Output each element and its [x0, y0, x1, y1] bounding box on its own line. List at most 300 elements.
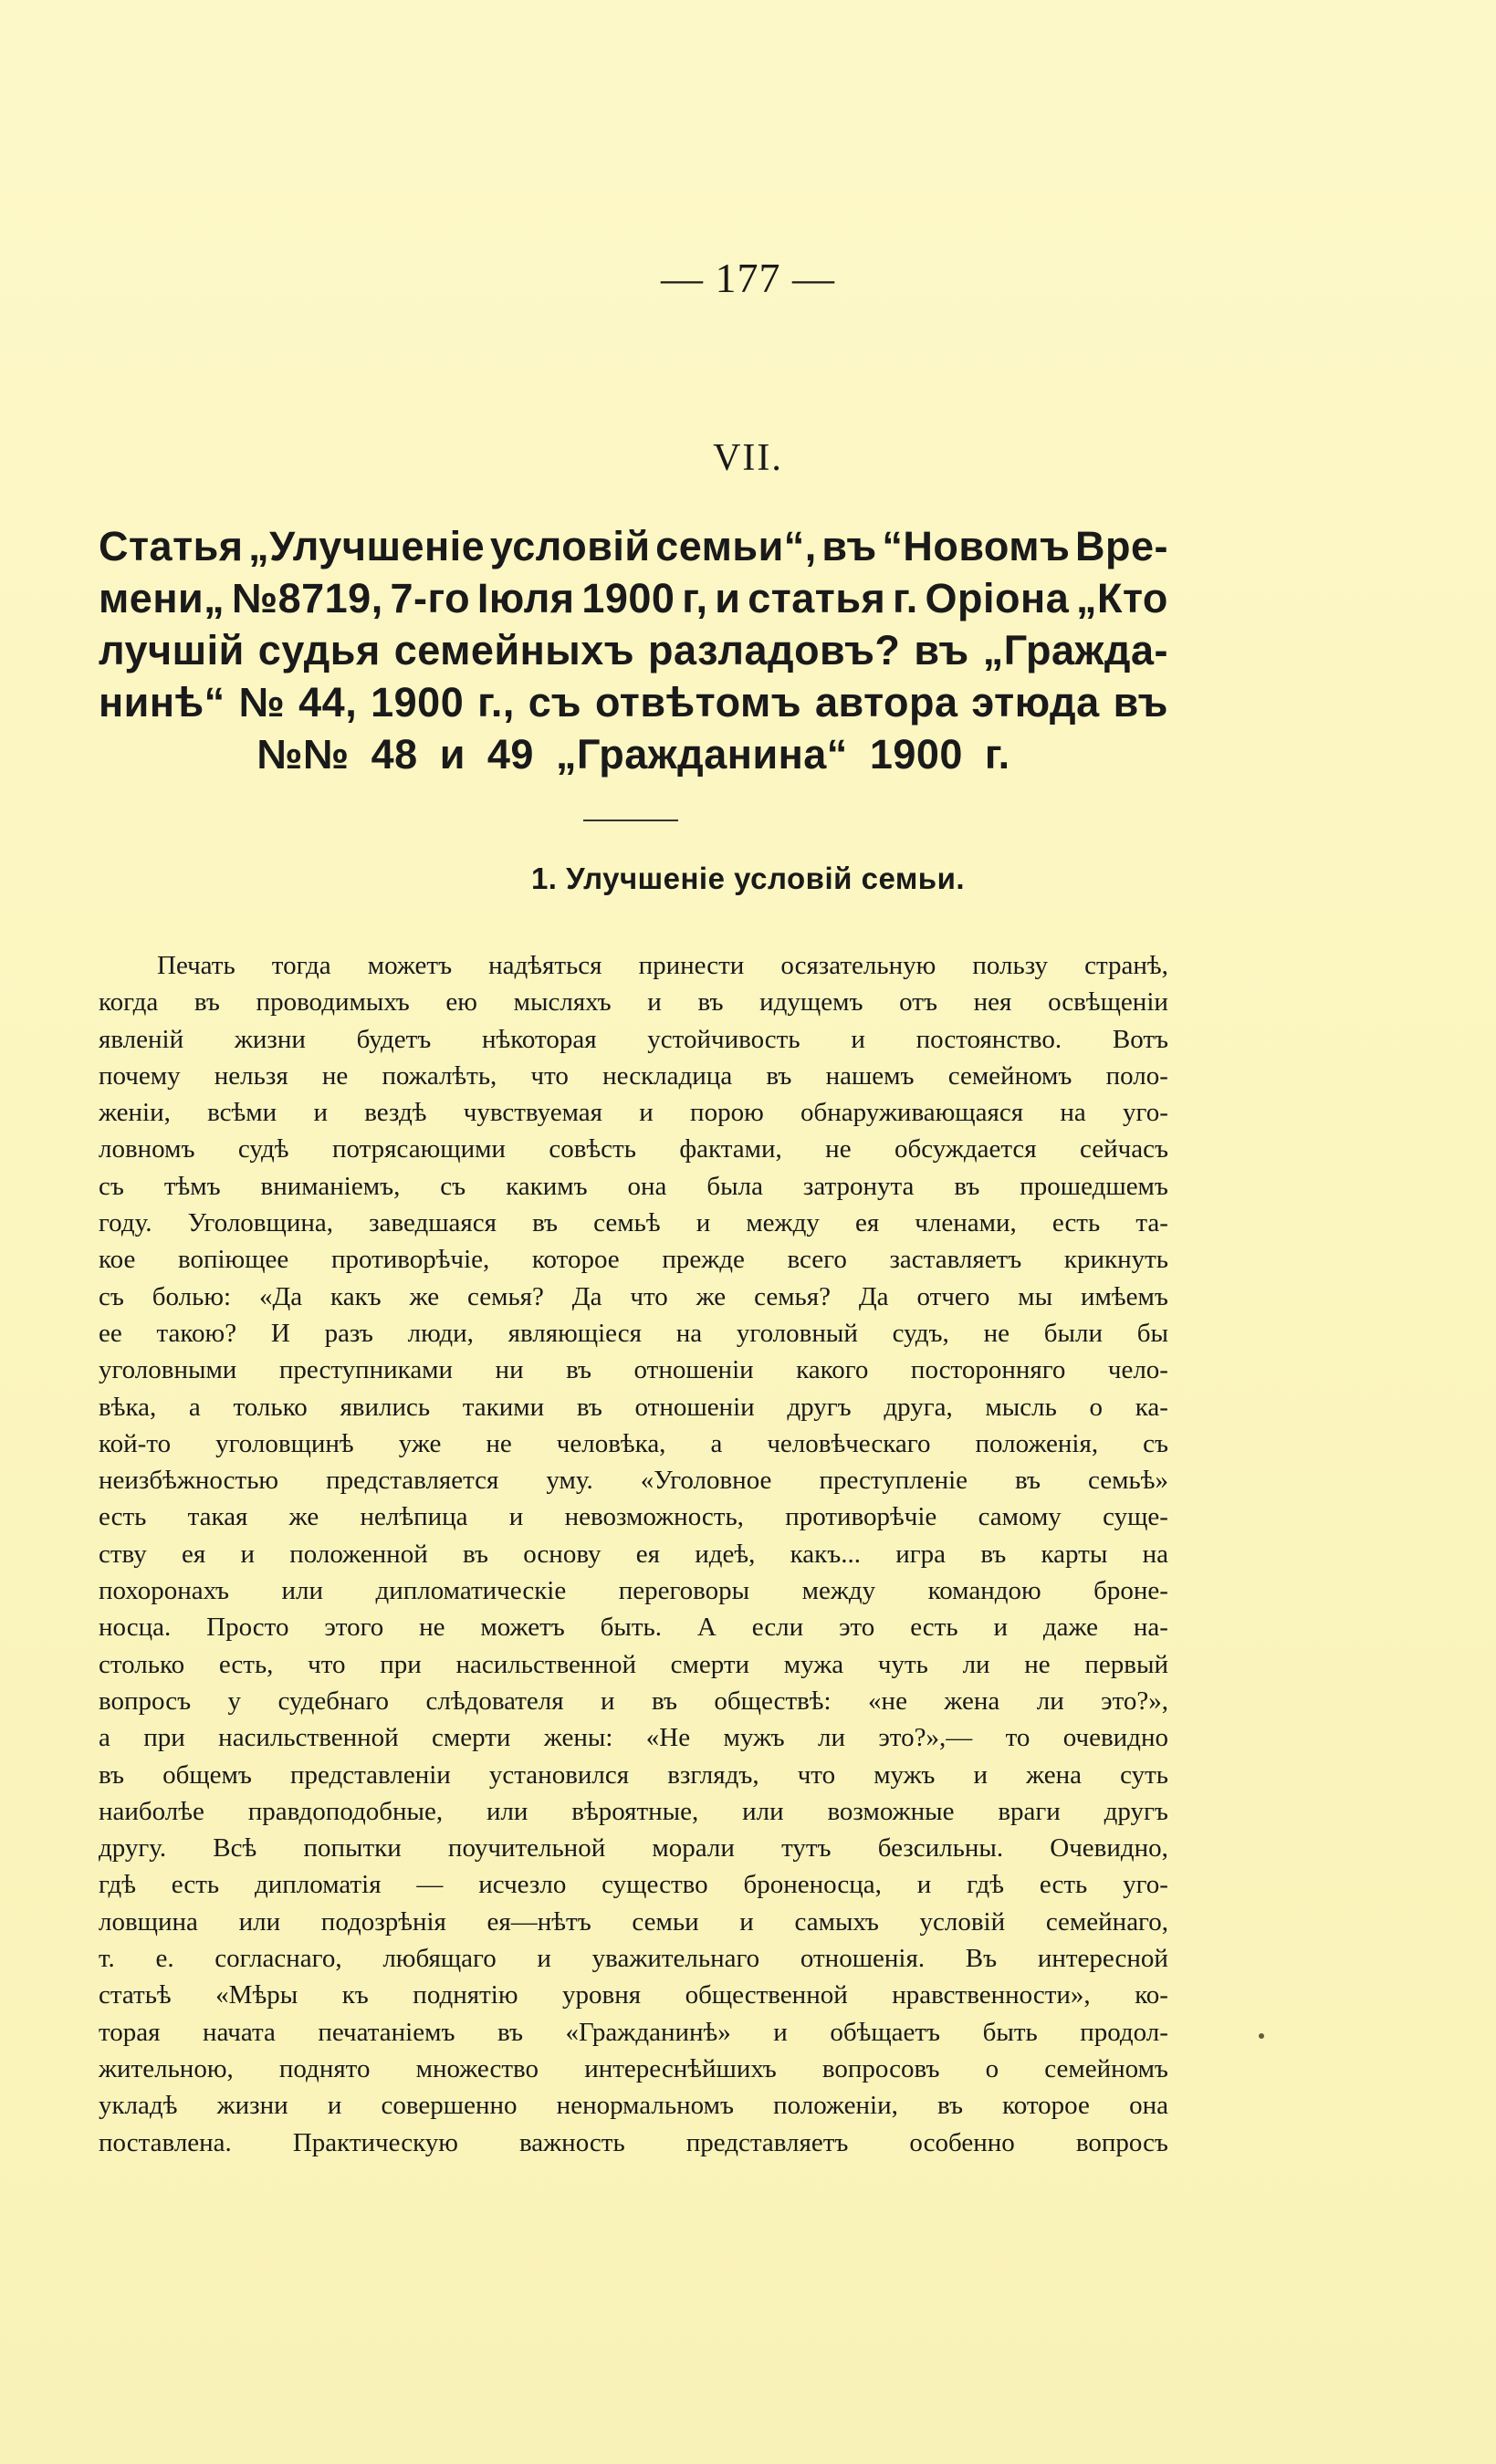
title-word: съ: [528, 679, 582, 726]
word: обществѣ:: [714, 1686, 832, 1716]
word: какъ...: [790, 1539, 862, 1569]
text-line: [99, 2125, 1168, 2161]
word: нравственности»,: [892, 1980, 1091, 2010]
text-line: [99, 1462, 1168, 1498]
text-line: [99, 1977, 1168, 2013]
word: ненормальномъ: [556, 2091, 734, 2121]
word: «не: [868, 1686, 907, 1716]
word: есть,: [218, 1649, 274, 1679]
title-word: въ: [821, 523, 877, 569]
word: слѣдователя: [425, 1686, 564, 1716]
text-line: [99, 2087, 1168, 2124]
text-line: [99, 1646, 1168, 1683]
word: вѣка,: [99, 1392, 157, 1422]
word: другъ: [1104, 1796, 1168, 1826]
word: похоронахъ: [99, 1576, 229, 1606]
word: о: [1089, 1392, 1104, 1422]
word: это?»,—: [878, 1723, 973, 1753]
word: положенія,: [975, 1428, 1099, 1458]
word: которое: [531, 1245, 620, 1275]
word: только: [233, 1392, 308, 1422]
word: въ: [497, 2017, 523, 2047]
text-line: [99, 1536, 1168, 1572]
word: вопросовъ: [821, 2053, 940, 2083]
word: какого: [796, 1355, 869, 1385]
title-word: 7-го: [390, 575, 471, 621]
text-line: [99, 1719, 1168, 1756]
word: поднято: [278, 2053, 371, 2083]
text-line: [99, 1021, 1168, 1058]
chapter-title: [99, 520, 1168, 780]
word: уже: [398, 1428, 442, 1458]
word: проводимыхъ: [256, 987, 410, 1018]
title-word: семейныхъ: [393, 627, 635, 673]
word: же: [409, 1281, 440, 1311]
word: можетъ: [480, 1613, 565, 1643]
word: и: [973, 1759, 988, 1790]
word: болью:: [152, 1281, 232, 1311]
word: въ: [99, 1759, 124, 1790]
word: отъ: [899, 987, 937, 1018]
word: семейномъ: [1044, 2053, 1168, 2083]
word: какимъ: [506, 1171, 588, 1201]
word: какъ: [330, 1281, 382, 1311]
word: преступленіе: [819, 1466, 968, 1496]
word: же: [696, 1281, 727, 1311]
word: статьѣ: [99, 1980, 172, 2010]
word: насильственной: [218, 1723, 399, 1753]
title-word: Оріона: [925, 575, 1070, 621]
word: и: [696, 1208, 711, 1238]
word: Вотъ: [1112, 1024, 1168, 1054]
word: торая: [99, 2017, 161, 2047]
title-line: [99, 676, 1168, 728]
text-line: [99, 1425, 1168, 1462]
text-line: [99, 984, 1168, 1020]
word: что: [797, 1759, 836, 1790]
word: есть: [910, 1613, 958, 1643]
word: явленій: [99, 1024, 184, 1054]
word: въ: [652, 1686, 677, 1716]
word: въ: [576, 1392, 602, 1422]
word: жизни: [234, 1024, 306, 1054]
word: другъ: [787, 1392, 852, 1422]
word: на-: [1133, 1613, 1168, 1643]
word: идеѣ,: [695, 1539, 756, 1569]
word: е.: [155, 1944, 174, 1974]
chapter-number: VII.: [713, 437, 783, 479]
word: съ: [99, 1281, 124, 1311]
word: заведшаяся: [369, 1208, 497, 1238]
word: друга,: [884, 1392, 953, 1422]
word: возможные: [827, 1796, 955, 1826]
text-line: [99, 1940, 1168, 1977]
word: невозможность,: [564, 1502, 744, 1532]
word: что: [630, 1281, 668, 1311]
text-line: [99, 1830, 1168, 1866]
word: и: [508, 1502, 524, 1532]
title-word: г.: [893, 575, 918, 621]
word: попытки: [303, 1833, 402, 1864]
word: уголовными: [99, 1355, 237, 1385]
text-line: [99, 1389, 1168, 1425]
title-word: 49: [486, 731, 534, 778]
word: укладѣ: [99, 2091, 178, 2121]
text-line: [99, 2014, 1168, 2051]
word: женіи,: [99, 1098, 171, 1128]
title-word: №: [238, 679, 286, 726]
title-word: 44,: [298, 679, 358, 726]
word: ловномъ: [99, 1134, 195, 1164]
title-word: и: [439, 731, 466, 778]
word: представляется: [326, 1466, 499, 1496]
word: принести: [638, 951, 745, 980]
title-word: судья: [257, 627, 381, 673]
title-word: г.,: [477, 679, 515, 726]
word: ея: [635, 1539, 660, 1569]
word: Въ: [965, 1944, 998, 1974]
word: имѣемъ: [1081, 1281, 1168, 1311]
word: переговоры: [618, 1576, 750, 1606]
text-line: [99, 947, 1168, 984]
word: «Да: [258, 1281, 303, 1311]
title-word: въ: [1113, 679, 1168, 726]
word: вездѣ: [364, 1098, 427, 1128]
word: и: [327, 2091, 342, 2121]
word: интересной: [1037, 1944, 1168, 1974]
word: въ: [1015, 1466, 1041, 1496]
word: гдѣ: [967, 1870, 1005, 1900]
word: отчего: [916, 1281, 990, 1311]
word: есть: [99, 1502, 147, 1532]
word: въ: [462, 1539, 488, 1569]
word: есть: [1039, 1870, 1088, 1900]
word: вопросъ: [1075, 2127, 1168, 2157]
word: или: [742, 1796, 784, 1826]
word: семейнаго,: [1045, 1906, 1168, 1937]
word: ея: [854, 1208, 880, 1238]
word: «Гражданинѣ»: [565, 2017, 731, 2047]
word: карты: [1041, 1539, 1108, 1569]
text-line: [99, 1094, 1168, 1131]
text-line: [99, 1241, 1168, 1278]
word: этого: [324, 1613, 384, 1643]
text-line: [99, 1904, 1168, 1940]
word: ко-: [1135, 1980, 1168, 2010]
word: люди,: [407, 1318, 474, 1348]
word: нелѣпица: [360, 1502, 468, 1532]
word: ея: [182, 1539, 206, 1569]
word: множество: [415, 2053, 539, 2083]
word: подозрѣнія: [320, 1906, 446, 1937]
word: любящаго: [382, 1944, 497, 1974]
title-word: автора: [814, 679, 958, 726]
word: насильственной: [455, 1649, 636, 1679]
word: жена: [944, 1686, 1000, 1716]
word: морали: [652, 1833, 735, 1864]
word: А: [696, 1613, 717, 1643]
word: ее: [99, 1318, 122, 1348]
text-line: [99, 1168, 1168, 1205]
word: условій: [919, 1906, 1006, 1937]
word: потрясающими: [331, 1134, 506, 1164]
title-word: статья: [748, 575, 886, 621]
word: вѣроятные,: [571, 1796, 699, 1826]
title-line: [99, 728, 1168, 780]
word: Практическую: [292, 2127, 458, 2157]
word: семейномъ: [947, 1060, 1072, 1091]
page-number: — 177 —: [661, 255, 835, 301]
text-line: [99, 1498, 1168, 1535]
word: не: [486, 1428, 512, 1458]
word: мысляхъ: [513, 987, 612, 1018]
word: обсуждается: [894, 1134, 1037, 1164]
word: та-: [1135, 1208, 1168, 1238]
word: съ: [440, 1171, 466, 1201]
title-word: “Новомъ: [882, 523, 1071, 569]
word: ли: [817, 1723, 845, 1753]
word: всѣми: [207, 1098, 277, 1128]
title-word: и: [715, 575, 741, 621]
word: установился: [488, 1759, 630, 1790]
word: исчезло: [478, 1870, 567, 1900]
word: т.: [99, 1944, 115, 1974]
word: то: [1005, 1723, 1030, 1753]
word: отношенія.: [800, 1944, 926, 1974]
title-word: „Гражданина“: [555, 731, 848, 778]
word: и: [916, 1870, 932, 1900]
word: между: [801, 1576, 876, 1606]
word: къ: [341, 1980, 369, 2010]
text-line: [99, 1131, 1168, 1167]
word: суть: [1120, 1759, 1168, 1790]
word: броненосца,: [743, 1870, 882, 1900]
word: ка-: [1135, 1392, 1168, 1422]
word: враги: [998, 1796, 1061, 1826]
word: первый: [1084, 1649, 1168, 1679]
word: или: [281, 1576, 323, 1606]
word: нескладица: [602, 1060, 733, 1091]
word: въ: [566, 1355, 592, 1385]
word: явились: [340, 1392, 431, 1422]
word: затронута: [802, 1171, 915, 1201]
word: нѣкоторая: [482, 1024, 597, 1054]
title-line: [99, 572, 1168, 624]
word: прошедшемъ: [1020, 1171, 1168, 1201]
word: мужъ: [723, 1723, 785, 1753]
word: Очевидно,: [1050, 1833, 1168, 1864]
word: осязательную: [780, 951, 936, 980]
word: не: [321, 1060, 349, 1091]
word: освѣщеніи: [1048, 987, 1168, 1018]
word: прежде: [662, 1245, 745, 1275]
title-word: Статья: [99, 523, 244, 569]
word: существо: [602, 1870, 708, 1900]
title-word: „Улучшеніе: [248, 523, 486, 569]
word: не: [1024, 1649, 1051, 1679]
text-line: [99, 1352, 1168, 1388]
word: Да: [571, 1281, 602, 1311]
word: важность: [518, 2127, 625, 2157]
word: «Уголовное: [640, 1466, 772, 1496]
word: особенно: [909, 2127, 1015, 2157]
word: въ: [532, 1208, 559, 1238]
word: были: [1043, 1318, 1103, 1348]
title-divider-rule: [583, 820, 678, 821]
word: и: [647, 987, 662, 1018]
title-word: отвѣтомъ: [594, 679, 802, 726]
title-word: этюда: [971, 679, 1100, 726]
word: надѣяться: [488, 951, 602, 980]
word: поставлена.: [99, 2127, 232, 2157]
word: мысль: [985, 1392, 1057, 1422]
word: очевидно: [1062, 1723, 1168, 1753]
word: смерти: [670, 1649, 750, 1679]
word: жены:: [543, 1723, 613, 1753]
word: ли: [1036, 1686, 1064, 1716]
title-word: въ: [914, 627, 969, 673]
word: кой-то: [99, 1428, 172, 1458]
word: семьѣ»: [1088, 1466, 1168, 1496]
word: при: [143, 1723, 185, 1753]
word: Да: [858, 1281, 889, 1311]
word: даже: [1042, 1613, 1098, 1643]
word: отношеніи: [634, 1392, 755, 1422]
word: ству: [99, 1539, 147, 1569]
word: у: [227, 1686, 242, 1716]
word: при: [380, 1649, 422, 1679]
word: совершенно: [381, 2091, 518, 2121]
word: ловщина: [99, 1906, 198, 1937]
word: продол-: [1080, 2017, 1168, 2047]
word: Всѣ: [213, 1833, 257, 1864]
word: устойчивость: [647, 1024, 800, 1054]
word: И: [270, 1318, 290, 1348]
word: не: [419, 1613, 445, 1643]
word: смерти: [432, 1723, 511, 1753]
word: отношеніи: [633, 1355, 754, 1385]
word: тѣмъ: [163, 1171, 221, 1201]
word: ли: [962, 1649, 990, 1679]
title-word: Вре-: [1075, 523, 1168, 569]
word: семьи: [632, 1906, 699, 1937]
word: это?»,: [1101, 1686, 1168, 1716]
word: чуть: [877, 1649, 928, 1679]
word: печатаніемъ: [318, 2017, 455, 2047]
word: нея: [973, 987, 1012, 1018]
text-line: [99, 1683, 1168, 1719]
text-line: [99, 1315, 1168, 1352]
word: взглядъ,: [667, 1759, 759, 1790]
word: съ: [1143, 1428, 1168, 1458]
word: постоянство.: [915, 1024, 1062, 1054]
word: интереснѣйшихъ: [584, 2053, 777, 2083]
word: наиболѣе: [99, 1796, 204, 1826]
word: или: [238, 1906, 281, 1937]
word: обнаруживающаяся: [800, 1098, 1024, 1128]
word: пожалѣть,: [382, 1060, 497, 1091]
word: она: [1129, 2091, 1168, 2121]
title-word: г.: [984, 731, 1010, 778]
word: быть.: [600, 1613, 663, 1643]
word: мужа: [783, 1649, 844, 1679]
text-line: [99, 2051, 1168, 2087]
word: и: [993, 1613, 1008, 1643]
word: когда: [99, 987, 159, 1018]
word: въ: [697, 987, 724, 1018]
word: не: [983, 1318, 1010, 1348]
word: и: [851, 1024, 865, 1054]
text-line: [99, 1205, 1168, 1241]
word: сейчасъ: [1080, 1134, 1168, 1164]
word: вниманіемъ,: [260, 1171, 401, 1201]
word: или: [486, 1796, 528, 1826]
word: въ: [766, 1060, 792, 1091]
word: она: [627, 1171, 667, 1201]
word: на: [1142, 1539, 1168, 1569]
text-line: [99, 1609, 1168, 1645]
word: —: [416, 1870, 444, 1900]
word: столько: [99, 1649, 185, 1679]
word: идущемъ: [759, 987, 863, 1018]
word: Уголовщина,: [187, 1208, 333, 1238]
word: носца.: [99, 1613, 172, 1643]
title-word: 1900: [869, 731, 963, 778]
word: есть: [171, 1870, 220, 1900]
word: и: [773, 2017, 788, 2047]
word: нельзя: [214, 1060, 288, 1091]
word: ея—нѣтъ: [486, 1906, 591, 1937]
word: поло-: [1105, 1060, 1168, 1091]
word: и: [639, 1098, 654, 1128]
word: которое: [1002, 2091, 1090, 2121]
word: если: [751, 1613, 804, 1643]
word: самыхъ: [794, 1906, 879, 1937]
title-word: №8719,: [231, 575, 383, 621]
title-line: [99, 624, 1168, 676]
word: гдѣ: [99, 1870, 136, 1900]
word: общественной: [685, 1980, 848, 2010]
word: другу.: [99, 1833, 167, 1864]
word: чувствуемая: [463, 1098, 602, 1128]
word: уголовщинѣ: [215, 1428, 354, 1458]
word: суще-: [1103, 1502, 1168, 1532]
word: а: [188, 1392, 201, 1422]
word: преступниками: [278, 1355, 454, 1385]
word: крикнуть: [1063, 1245, 1168, 1275]
word: жительною,: [99, 2053, 234, 2083]
word: представляетъ: [685, 2127, 849, 2157]
word: почему: [99, 1060, 181, 1091]
word: между: [746, 1208, 820, 1238]
word: въ: [937, 2091, 963, 2121]
word: въ: [980, 1539, 1007, 1569]
word: быть: [982, 2017, 1038, 2047]
paper-speck: [1259, 2033, 1264, 2039]
title-word: 1900: [581, 575, 675, 621]
title-word: семьи“,: [655, 523, 817, 569]
word: и: [240, 1539, 255, 1569]
word: человѣческаго: [767, 1428, 931, 1458]
word: и: [537, 1944, 551, 1974]
word: положеніи,: [773, 2091, 898, 2121]
word: году.: [99, 1208, 152, 1238]
word: что: [530, 1060, 569, 1091]
word: членами,: [915, 1208, 1017, 1238]
word: на: [675, 1318, 703, 1348]
text-line: [99, 1793, 1168, 1830]
title-word: 48: [371, 731, 418, 778]
